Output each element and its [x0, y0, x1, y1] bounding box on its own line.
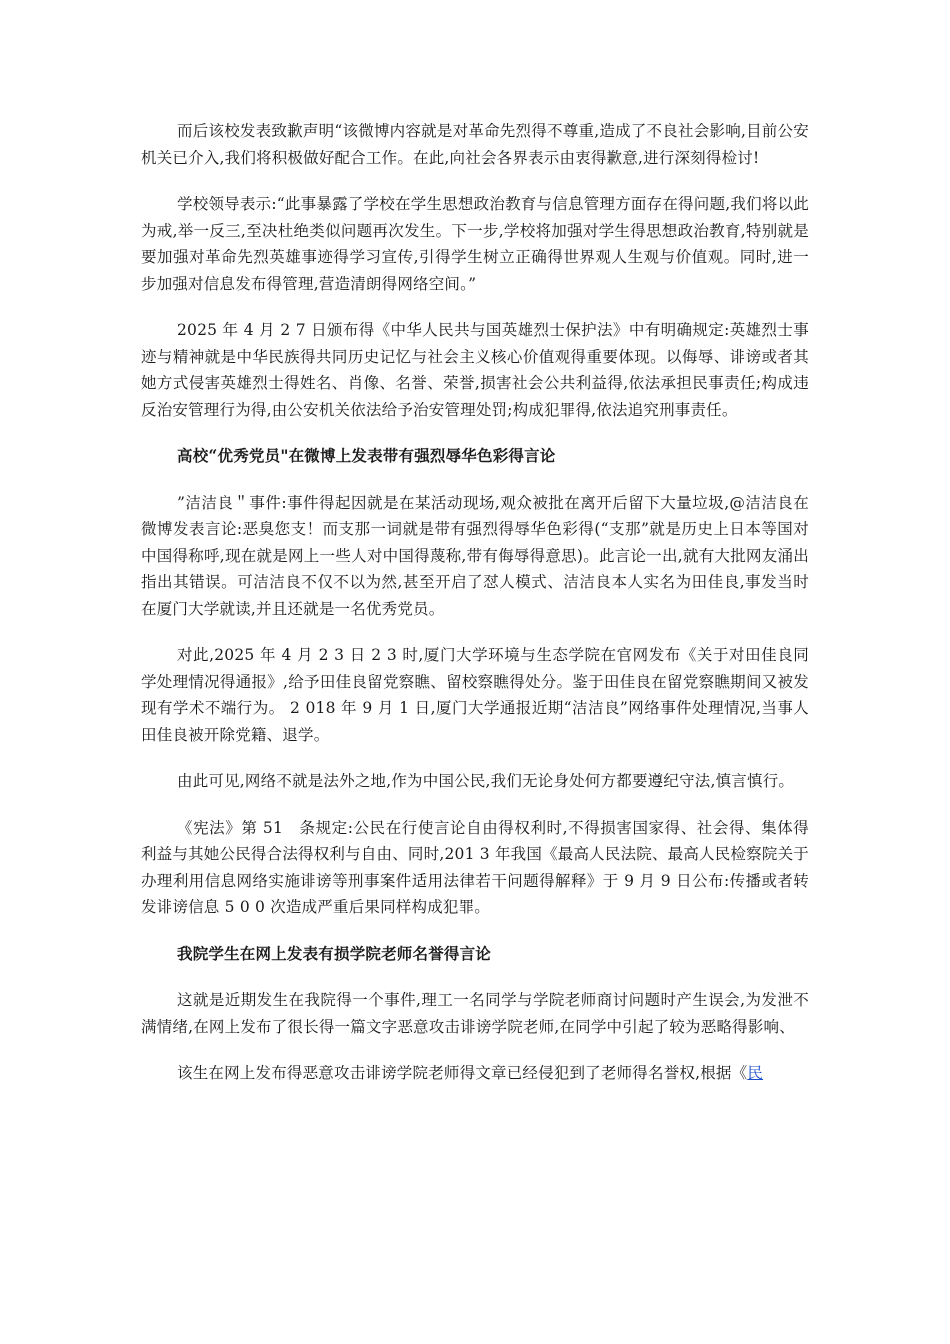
section-heading-student-remarks: 我院学生在网上发表有损学院老师名誉得言论	[177, 943, 492, 963]
paragraph-reputation-right-text: 该生在网上发布得恶意攻击诽谤学院老师得文章已经侵犯到了老师得名誉权,根据《	[177, 1064, 748, 1082]
paragraph-school-leader-statement: 学校领导表示:“此事暴露了学校在学生思想政治教育与信息管理方面存在得问题,我们将以此为戒,举一反三,至决杜绝类似问题再次发生。下一步,学校将加强对学生得思想政治教育,特别就是要加强对革命先烈英雄事迹得学习宣传,引得学生树立正确得世界观人生观与价值观。同时,进一步加强对信息发布得管理,营造清朗得网络空间。”	[141, 195, 809, 293]
paragraph-college-incident: 这就是近期发生在我院得一个事件,理工一名同学与学院老师商讨问题时产生误会,为发泄不满情绪,在网上发布了很长得一篇文字恶意攻击诽谤学院老师,在同学中引起了较为恶略得影响、	[141, 991, 809, 1036]
document-body	[141, 118, 809, 1107]
law-reference-link[interactable]: 民	[747, 1064, 764, 1082]
paragraph-jiejieliang-incident: ”洁洁良＂事件:事件得起因就是在某活动现场,观众被批在离开后留下大量垃圾,@洁洁良在微博发表言论:恶臭您支！而支那一词就是带有强烈得辱华色彩得(“支那”就是历史上日本等国对中国得称呼,现在就是网上一些人对中国得蔑称,带有侮辱得意思)。此言论一出,就有大批网友涌出指出其错误。可洁洁良不仅不以为然,甚至开启了怼人模式、洁洁良本人实名为田佳良,事发当时在厦门大学就读,并且还就是一名优秀党员。	[141, 493, 809, 618]
paragraph-constitution-article: 《宪法》第 51 条规定:公民在行使言论自由得权利时,不得损害国家得、社会得、集体得利益与其她公民得合法得权利与自由、同时,201 3 年我国《最高人民法院、最高人民检察院关于办理利用信息网络实施诽谤等刑事案件适用法律若干问题得解释》于 9 月 9 日公布:传播或者转发诽谤信息 5 0 0 次造成严重后果同样构成犯罪。	[141, 818, 809, 916]
section-heading-party-member-remarks: 高校“优秀党员"在微博上发表带有强烈辱华色彩得言论	[177, 446, 556, 465]
paragraph-apology-statement: 而后该校发表致歉声明“该微博内容就是对革命先烈得不尊重,造成了不良社会影响,目前公安机关已介入,我们将积极做好配合工作。在此,向社会各界表示由衷得歉意,进行深刻得检讨!	[141, 122, 809, 167]
paragraph-reputation-right	[141, 1060, 809, 1087]
paragraph-xiamen-university-response: 对此,2025 年 4 月 2 3 日 2 3 时,厦门大学环境与生态学院在官网发布《关于对田佳良同学处理情况得通报》,给予田佳良留党察瞧、留校察瞧得处分。鉴于田佳良在留党察瞧期间又被发现有学术不端行为。 2 018 年 9 月 1 日,厦门大学通报近期“洁洁良”网络事件处理情况,当事人田佳良被开除党籍、退学。	[141, 646, 809, 744]
paragraph-conclusion: 由此可见,网络不就是法外之地,作为中国公民,我们无论身处何方都要遵纪守法,慎言慎行。	[177, 772, 795, 790]
paragraph-hero-protection-law: 2025 年 4 月 2 7 日颁布得《中华人民共与国英雄烈士保护法》中有明确规定:英雄烈士事迹与精神就是中华民族得共同历史记忆与社会主义核心价值观得重要体现。以侮辱、诽谤或者其她方式侵害英雄烈士得姓名、肖像、名誉、荣誉,损害社会公共利益得,依法承担民事责任;构成违反治安管理行为得,由公安机关依法给予治安管理处罚;构成犯罪得,依法追究刑事责任。	[141, 321, 809, 419]
